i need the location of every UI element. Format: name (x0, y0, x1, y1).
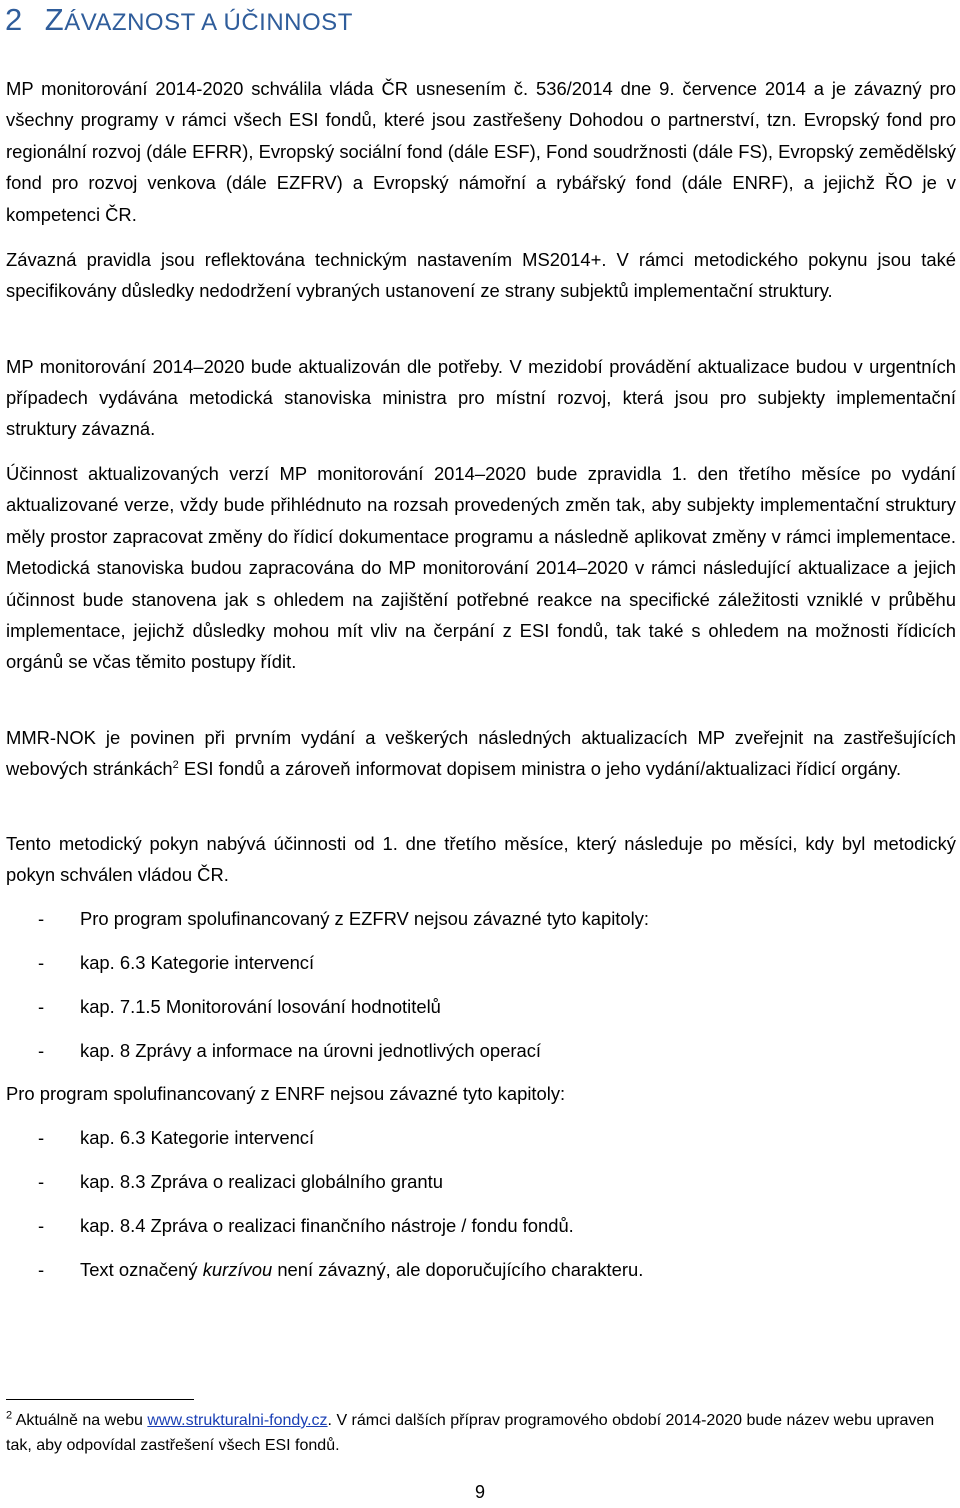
list-item-text: kap. 6.3 Kategorie intervencí (80, 952, 315, 973)
footnote-link[interactable]: www.strukturalni-fondy.cz (147, 1412, 328, 1429)
list-item (38, 951, 938, 975)
list-item-text: kap. 8.3 Zpráva o realizaci globálního grantu (80, 1171, 443, 1192)
list-item-text: kap. 7.1.5 Monitorování losování hodnotitelů (80, 996, 441, 1017)
paragraph-scope: MP monitorování 2014-2020 schválila vláda ČR usnesením č. 536/2014 dne 9. července 2014 a je závazný pro všechny programy v rámci všech ESI fondů, které jsou zastřešeny Dohodou o partnerství, tzn. Evropský fond pro regionální rozvoj (dále EFRR), Evropský sociální fond (dále ESF), Fond soudržnosti (dále FS), Evropský zemědělský fond pro rozvoj venkova (dále EZFRV) a Evropský námořní a rybářský fond (dále ENRF), a jejichž ŘO je v kompetenci ČR. (6, 78, 956, 225)
footnote-marker: 2 (6, 1409, 13, 1422)
enrf-intro: Pro program spolufinancovaný z ENRF nejsou závazné tyto kapitoly: (6, 1083, 566, 1104)
list-item-text: kap. 6.3 Kategorie intervencí (80, 1127, 315, 1148)
list-item-italic: kurzívou (202, 1259, 273, 1280)
list-item (38, 1039, 938, 1063)
list-item (38, 1170, 938, 1194)
list-item-text: kap. 8 Zprávy a informace na úrovni jednotlivých operací (80, 1040, 542, 1061)
list-item-text: Pro program spolufinancovaný z EZFRV nejsou závazné tyto kapitoly: (80, 908, 650, 929)
list-dash: - (38, 952, 45, 973)
footnote-text-a: Aktuálně na webu (12, 1412, 148, 1429)
heading-rest: ÁVAZNOST A ÚČINNOST (64, 9, 353, 36)
list-dash: - (38, 908, 45, 929)
list-dash: - (38, 1171, 45, 1192)
paragraph-effectiveness: Účinnost aktualizovaných verzí MP monitorování 2014–2020 bude zpravidla 1. den třetího měsíce po vydání aktualizované verze, vždy bude přihlédnuto na rozsah provedených změn tak, aby subjekty implementační struktury měly prostor zapracovat změny do řídicí dokumentace programu a následně aplikovat změny v rámci implementace. Metodická stanoviska budou zapracována do MP monitorování 2014–2020 v rámci následující aktualizace a jejich účinnost bude stanovena jak s ohledem na zajištění potřebné reakce na specifické záležitosti vzniklé v průběhu implementace, jejichž důsledky mohou mít vliv na čerpání z ESI fondů, tak také s ohledem na možnosti řídicích orgánů se včas těmito postupy řídit. (6, 463, 956, 673)
footnote (6, 1408, 956, 1458)
list-item (38, 995, 938, 1019)
list-dash: - (38, 996, 45, 1017)
footnote-text-b: . V rámci dalších příprav programového období 2014-2020 bude název webu upraven tak, aby odpovídal zastřešení všech ESI fondů. (6, 1412, 935, 1454)
publication-text-b: ESI fondů a zároveň informovat dopisem ministra o jeho vydání/aktualizaci řídicí orgány. (178, 758, 902, 780)
list-item-text-a: Text označený (80, 1259, 203, 1280)
list-item (38, 1214, 938, 1238)
publication-text-a: MMR-NOK je povinen při prvním vydání a veškerých následných aktualizacích MP zveřejnit na zastřešujících webových stránkách (6, 727, 956, 780)
list-dash: - (38, 1127, 45, 1148)
paragraph-rules: Závazná pravidla jsou reflektována technickým nastavením MS2014+. V rámci metodického pokynu jsou také specifikovány důsledky nedodržení vybraných ustanovení ze strany subjektů implementační struktury. (6, 249, 956, 301)
paragraph-publication (6, 722, 956, 785)
page-number: 9 (474, 1482, 485, 1502)
section-heading (5, 2, 353, 38)
list-item (38, 1258, 938, 1282)
footnote-divider (6, 1399, 194, 1400)
section-number: 2 (5, 2, 23, 37)
list-item (38, 1126, 938, 1150)
list-item (38, 907, 938, 931)
heading-initial: Z (44, 2, 65, 37)
paragraph-updates: MP monitorování 2014–2020 bude aktualizován dle potřeby. V mezidobí provádění aktualizace budou v urgentních případech vydávána metodická stanoviska ministra pro místní rozvoj, která jsou pro subjekty implementační struktury závazná. (6, 356, 956, 439)
list-dash: - (38, 1215, 45, 1236)
list-item-text: kap. 8.4 Zpráva o realizaci finančního nástroje / fondu fondů. (80, 1215, 574, 1236)
paragraph-validity: Tento metodický pokyn nabývá účinnosti od 1. dne třetího měsíce, který následuje po měsíci, kdy byl metodický pokyn schválen vládou ČR. (6, 833, 956, 886)
list-dash: - (38, 1259, 45, 1280)
footnote-ref: 2 (172, 759, 179, 772)
list-dash: - (38, 1040, 45, 1061)
list-item-text-b: není závazný, ale doporučujícího charakteru. (272, 1259, 644, 1280)
